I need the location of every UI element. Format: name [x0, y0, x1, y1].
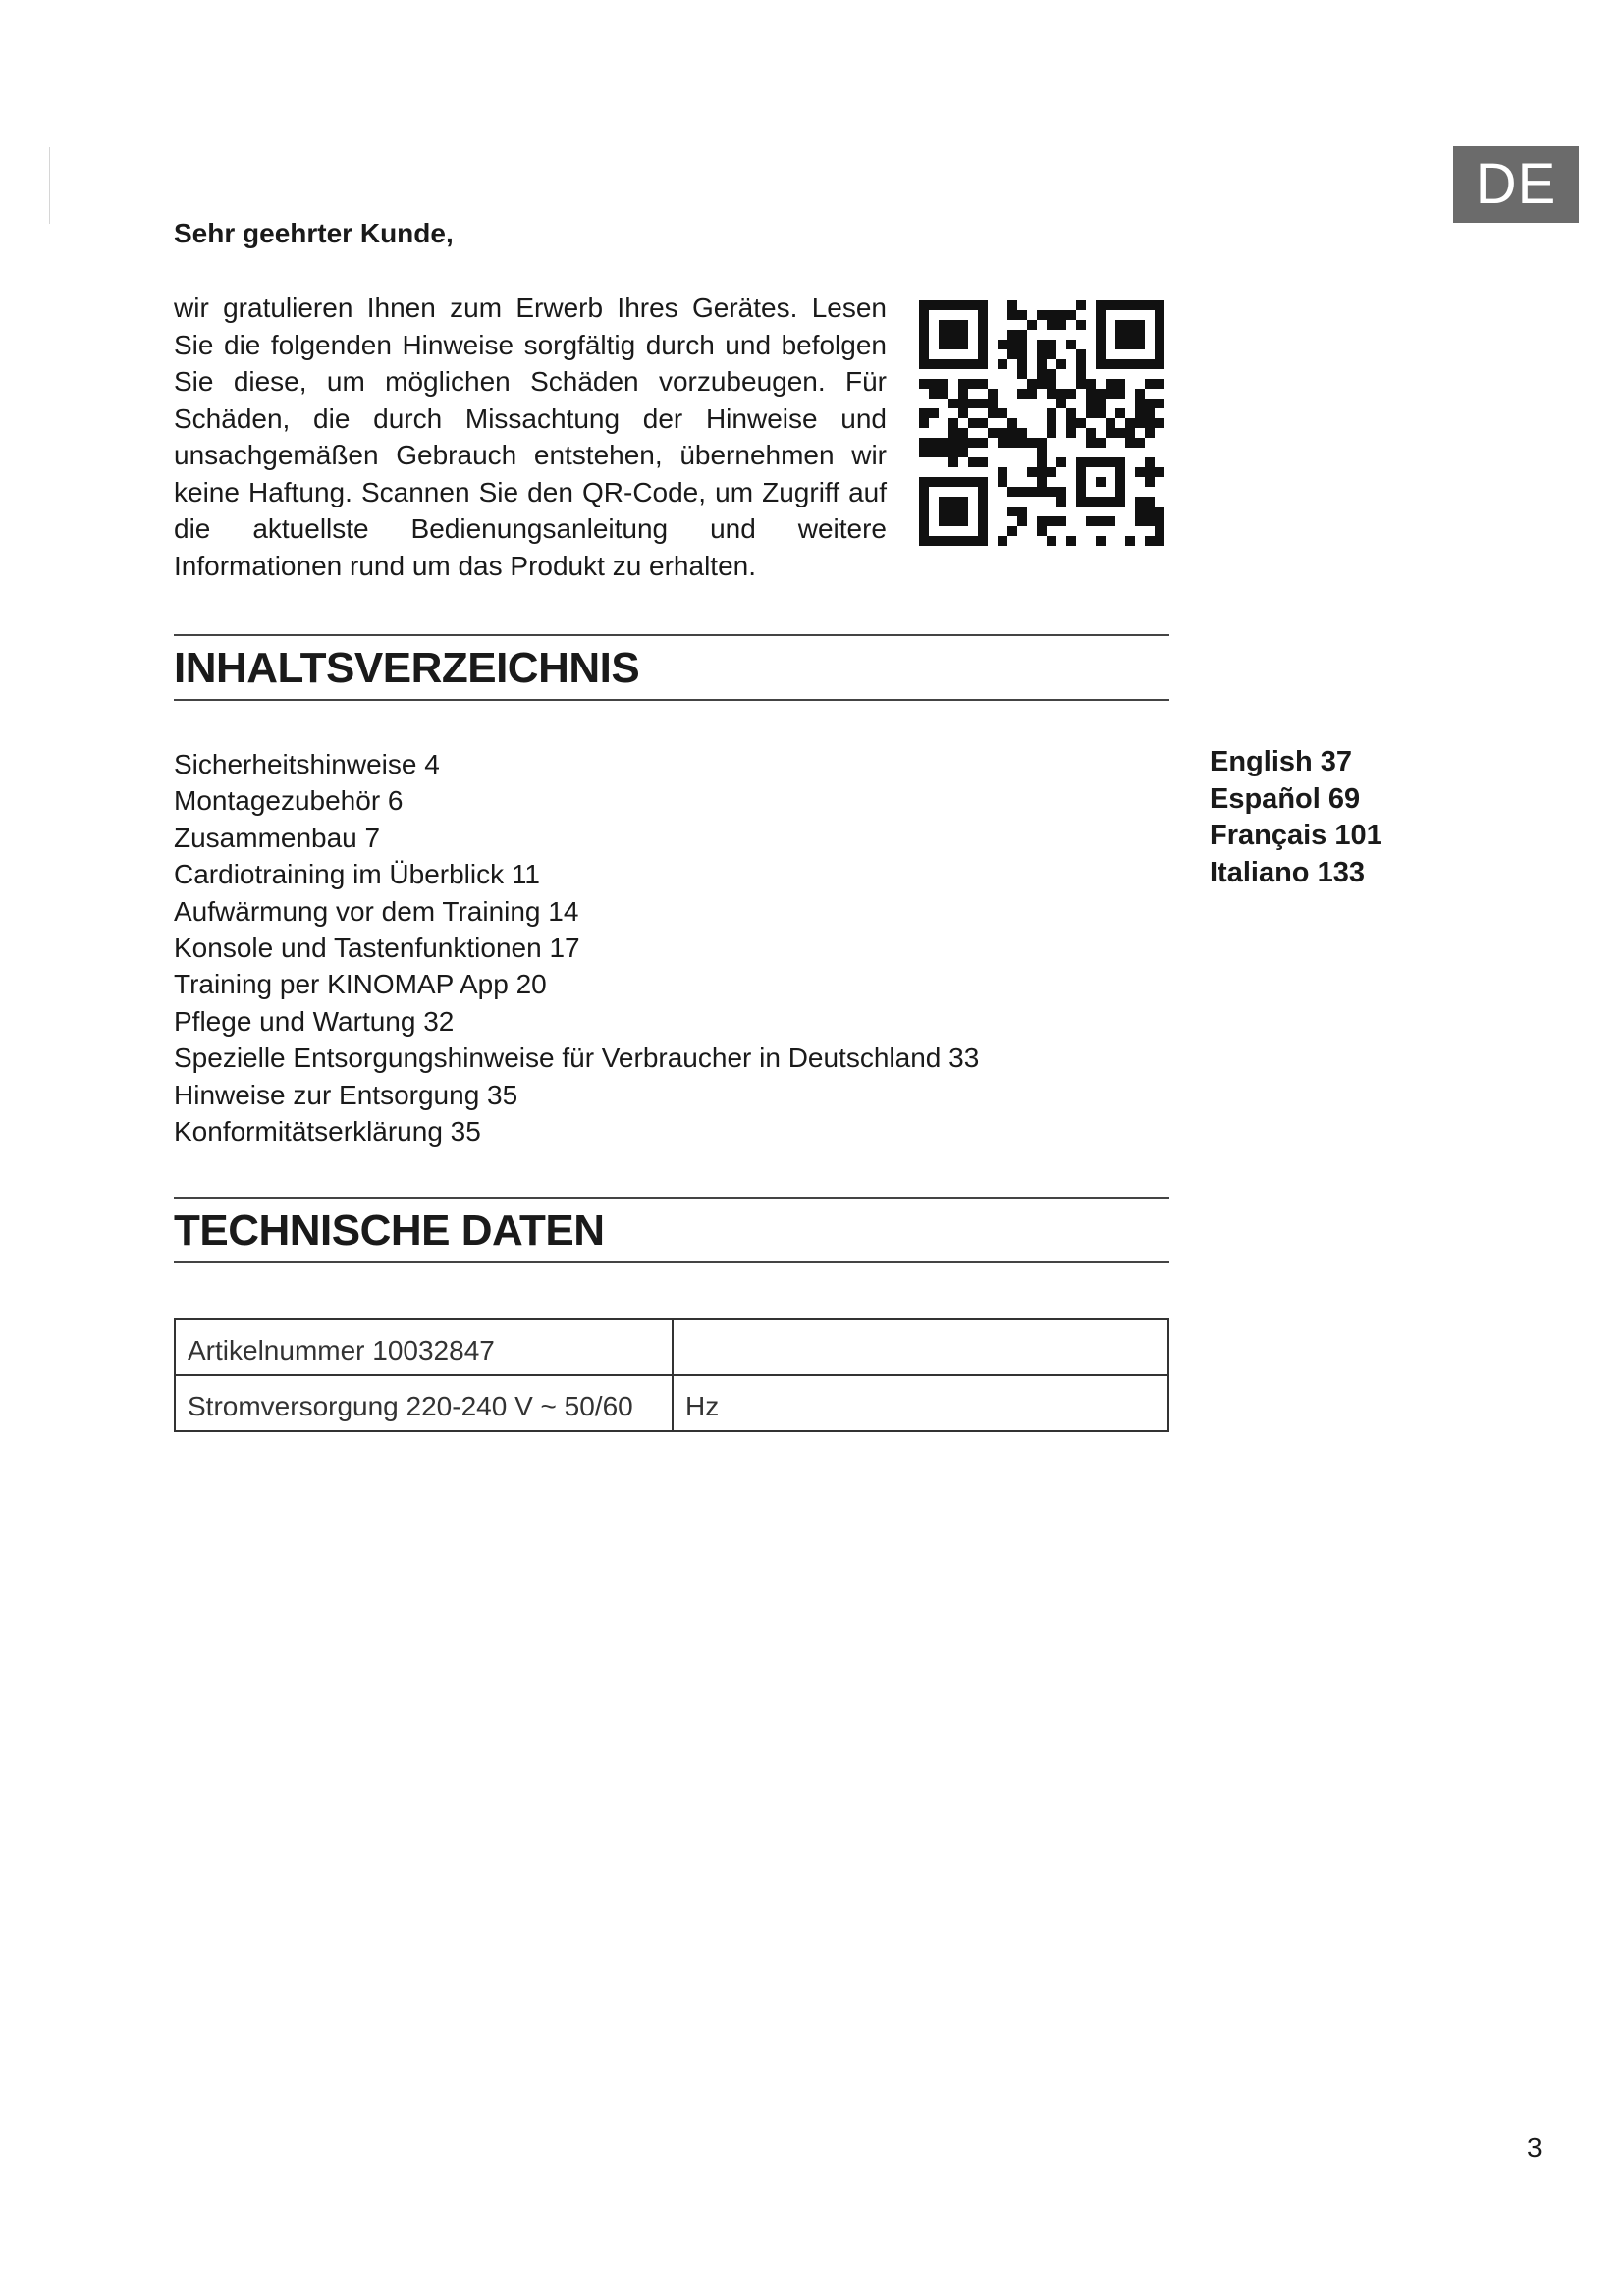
intro-text: wir gratulieren Ihnen zum Erwerb Ihres Gerätes. Lesen Sie die folgenden Hinweise sorgfältig durch und befolgen Sie diese, um möglichen Schäden vorzubeugen. Für Schäden, die durch Missachtung der Hinweise und unsachgemäßen Gebrauch entstehen, übernehmen wir keine Haftung. Scannen Sie den QR-Code, um Zugriff auf die aktuellste Bedienungsanleitung und weitere Informationen rund um das Produkt zu erhalten.: [174, 293, 887, 581]
toc-item[interactable]: Spezielle Entsorgungshinweise für Verbraucher in Deutschland 33: [174, 1042, 980, 1074]
toc-item[interactable]: Cardiotraining im Überblick 11: [174, 859, 540, 890]
toc-item[interactable]: Sicherheitshinweise 4: [174, 749, 440, 779]
tech-heading-bar: [174, 1197, 1169, 1263]
page-number: 3: [1527, 2132, 1543, 2163]
tech-title: TECHNISCHE DATEN: [174, 1206, 605, 1255]
greeting: Sehr geehrter Kunde,: [174, 218, 454, 248]
toc-list: [174, 746, 979, 1149]
toc-heading-bar: [174, 634, 1169, 701]
language-link-french[interactable]: Français 101: [1210, 820, 1382, 851]
toc-item[interactable]: Konformitätserklärung 35: [174, 1116, 481, 1148]
other-languages-list: [1210, 744, 1382, 891]
toc-item[interactable]: Zusammenbau 7: [174, 822, 381, 853]
toc-item[interactable]: Konsole und Tastenfunktionen 17: [174, 933, 580, 964]
toc-item[interactable]: Hinweise zur Entsorgung 35: [174, 1079, 518, 1110]
qr-code-icon: [919, 300, 1164, 546]
language-link-english[interactable]: English 37: [1210, 746, 1353, 777]
table-cell: Artikelnummer 10032847: [175, 1319, 673, 1375]
toc-title: INHALTSVERZEICHNIS: [174, 644, 640, 692]
table-row: [175, 1375, 1168, 1431]
table-row: [175, 1319, 1168, 1375]
tech-data-table: [174, 1318, 1169, 1432]
margin-line: [49, 147, 50, 224]
language-link-italian[interactable]: Italiano 133: [1210, 856, 1365, 888]
language-tab: DE: [1453, 146, 1579, 223]
toc-item[interactable]: Training per KINOMAP App 20: [174, 969, 547, 1000]
toc-item[interactable]: Aufwärmung vor dem Training 14: [174, 895, 579, 927]
toc-item[interactable]: Pflege und Wartung 32: [174, 1005, 455, 1037]
toc-item[interactable]: Montagezubehör 6: [174, 785, 404, 817]
table-cell: [673, 1319, 1168, 1375]
language-link-spanish[interactable]: Español 69: [1210, 782, 1361, 815]
table-cell: Hz: [673, 1375, 1168, 1431]
table-cell: Stromversorgung 220-240 V ~ 50/60: [175, 1375, 673, 1431]
